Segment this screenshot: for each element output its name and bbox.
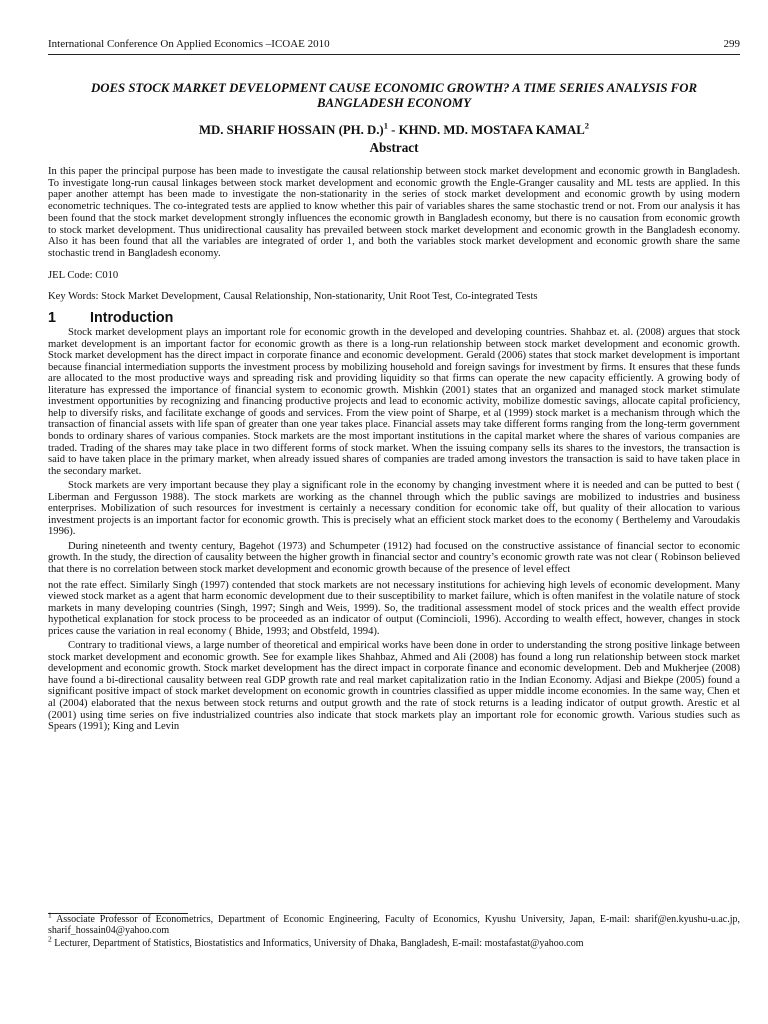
section-heading — [48, 309, 740, 327]
author-line — [48, 120, 740, 138]
footnote-mark: 1 — [48, 910, 52, 920]
footnote — [48, 934, 740, 949]
paragraph: Stock market development plays an important role for economic growth in the developed and developing countries. Shahbaz et. al. (2008) argues that stock market development is an important factor for economic growth as there is a long-run relationship between stock market development and economic growth. Stock market development has the direct impact in corporate finance and economic development. Gerald (2006) states that stock market development is important because financial intermediation supports the investment process by mobilizing household and foreign savings for investment by firms. It ensures that these funds are allocated to the most productive ways and spreading risk and providing liquidity so that firms can operate the new capacity efficiently. A growing body of literature has expressed the importance of financial system to economic growth. Mishkin (2001) states that an organized and managed stock market stimulate investment opportunities by recognizing and financing productive projects and lead to economic activity, mobilize domestic savings, allocate capital proficiency, help to diversify risks, and facilitate exchange of goods and services. From the view point of Sharpe, et al (1999) stock market is a mechanism through which the transaction of financial assets with life span of greater than one year takes place. Financial assets may take different forms ranging from the long-term government bonds to ordinary shares of various companies. Stock markets are the most important institutions in the capital market where the shares of various companies are traded. Trading of the shares may take place in two different forms of stock market. When the issuing company sells its shares to the investors, the transaction is said to have taken place in the primary market, when already issued shares of companies are traded among investors the transaction is said to have taken place in the secondary market. — [48, 327, 740, 477]
footnote-mark: 2 — [48, 934, 52, 944]
footnote-text: Associate Professor of Econometrics, Department of Economic Engineering, Faculty of Economics, Kyushu University, Japan, E-mail: sharif@en.kyushu-u.ac.jp, sharif_hossain04@yahoo.com — [48, 914, 740, 936]
author-separator: - — [387, 123, 399, 137]
running-title: International Conference On Applied Economics –ICOAE 2010 — [48, 38, 330, 50]
paragraph: Contrary to traditional views, a large number of theoretical and empirical works have been done in order to understanding the strong positive linkage between stock market development and economic growth. See for example likes Shahbaz, Ahmed and Ali (2008) has found a long run relationship between stock market development and economic growth. Stock market development has the direct impact in corporate finance and economic development. Deb and Mukherjee (2008) have found a bi-directional causality between real GDP growth rate and real market capitalization ratio in the Indian Economy. Adjasi and Biekpe (2005) found a significant positive impact of stock market development on economic growth in countries classified as upper middle income economies. In the same way, Chen et al (2004) elaborated that the nexus between stock returns and output growth and the rate of stock returns is a leading indicator of output growth. Arestic et al (2001) using time series on five industrialized countries also indicate that stock markets play an important role for economic growth. Various studies such as Spears (1991); King and Levin — [48, 640, 740, 733]
abstract-heading: Abstract — [369, 140, 419, 155]
section-number: 1 — [48, 310, 56, 327]
section-body — [48, 327, 740, 733]
jel-code: JEL Code: C010 — [48, 269, 119, 281]
author-1-mark: 1 — [383, 120, 388, 131]
author-2-mark: 2 — [584, 120, 590, 131]
footnotes — [48, 910, 740, 949]
paragraph: During nineteenth and twenty century, Bagehot (1973) and Schumpeter (1912) had focused on the constructive assistance of financial sector to economic growth. In the study, the direction of causality between the higher growth in financial sector and country’s economic growth rate was not clear ( Robinson believed that there is no correlation between stock market development and economic growth because of the presence of level effect — [48, 540, 740, 575]
paper-title: DOES STOCK MARKET DEVELOPMENT CAUSE ECONOMIC GROWTH? A TIME SERIES ANALYSIS FOR BANGLADESH ECONOMY — [90, 81, 697, 110]
paper-page — [48, 38, 740, 949]
author-2: KHND. MD. MOSTAFA KAMAL — [398, 123, 585, 137]
footnote-text: Lecturer, Department of Statistics, Biostatistics and Informatics, University of Dhaka, Bangladesh, E-mail: mostafastat@yahoo.com — [51, 938, 584, 949]
keywords: Key Words: Stock Market Development, Causal Relationship, Non-stationarity, Unit Root Test, Co-integrated Tests — [48, 291, 538, 303]
paragraph-continuation: not the rate effect. Similarly Singh (1997) contended that stock markets are not necessary institutions for achieving high levels of economic development. Many viewed stock market as a agent that harm economic development due to their susceptibility to market failure, which is often manifest in the volatile nature of stock markets in many developing countries (Singh, 1997; Singh and Weis, 1999). So, the traditional assessment model of stock prices and the wealth effect provide hypothetical explanation for stock process to be proceeded as an indicator of output (Comincioli, 1996). According to wealth effect, however, changes in stock prices cause the variation in real economy ( Bhide, 1993; and Obstfeld, 1994). — [48, 579, 740, 637]
paragraph: Stock markets are very important because they play a significant role in the economy by changing investment where it is needed and can be putted to best ( Liberman and Fergusson 1988). The stock markets are working as the channel through which the public savings are mobilized to industries and business enterprises. Mobilization of such resources for investment is certainly a necessary condition for economic take off, but quality of their allocation to various investment projects is an important factor for economic growth. This is precisely what an efficient stock market does to the economy ( Berthelemy and Varoudakis 1996). — [48, 480, 740, 538]
footnote — [48, 910, 740, 936]
page-number: 299 — [723, 38, 740, 50]
author-1: MD. SHARIF HOSSAIN (PH. D.) — [198, 123, 384, 137]
running-header — [48, 38, 740, 55]
abstract-text: In this paper the principal purpose has been made to investigate the causal relationship between stock market development and economic growth in Bangladesh. To investigate long-run causal linkages between stock market development and economic growth the Engle-Granger causality and ML tests are applied. In this paper another attempt has been made to investigate the non-stationarity in the series of stock market development and economic growth by using modern econometric techniques. The co-integrated tests are applied to know whether this pair of variables shares the same stochastic trend or not. From our analysis it has been found that the stock market development strongly influences the economic growth in Bangladesh economy, but there is no causation from economic growth to stock market development. Thus unidirectional causality has prevailed between stock market development and economic growth in the Bangladesh economy. Also it has been found that all the variables are integrated of order 1, and both the variables stock market development and economic growth share the same stochastic trend in Bangladesh economy. — [48, 166, 740, 259]
section-title: Introduction — [90, 310, 174, 327]
